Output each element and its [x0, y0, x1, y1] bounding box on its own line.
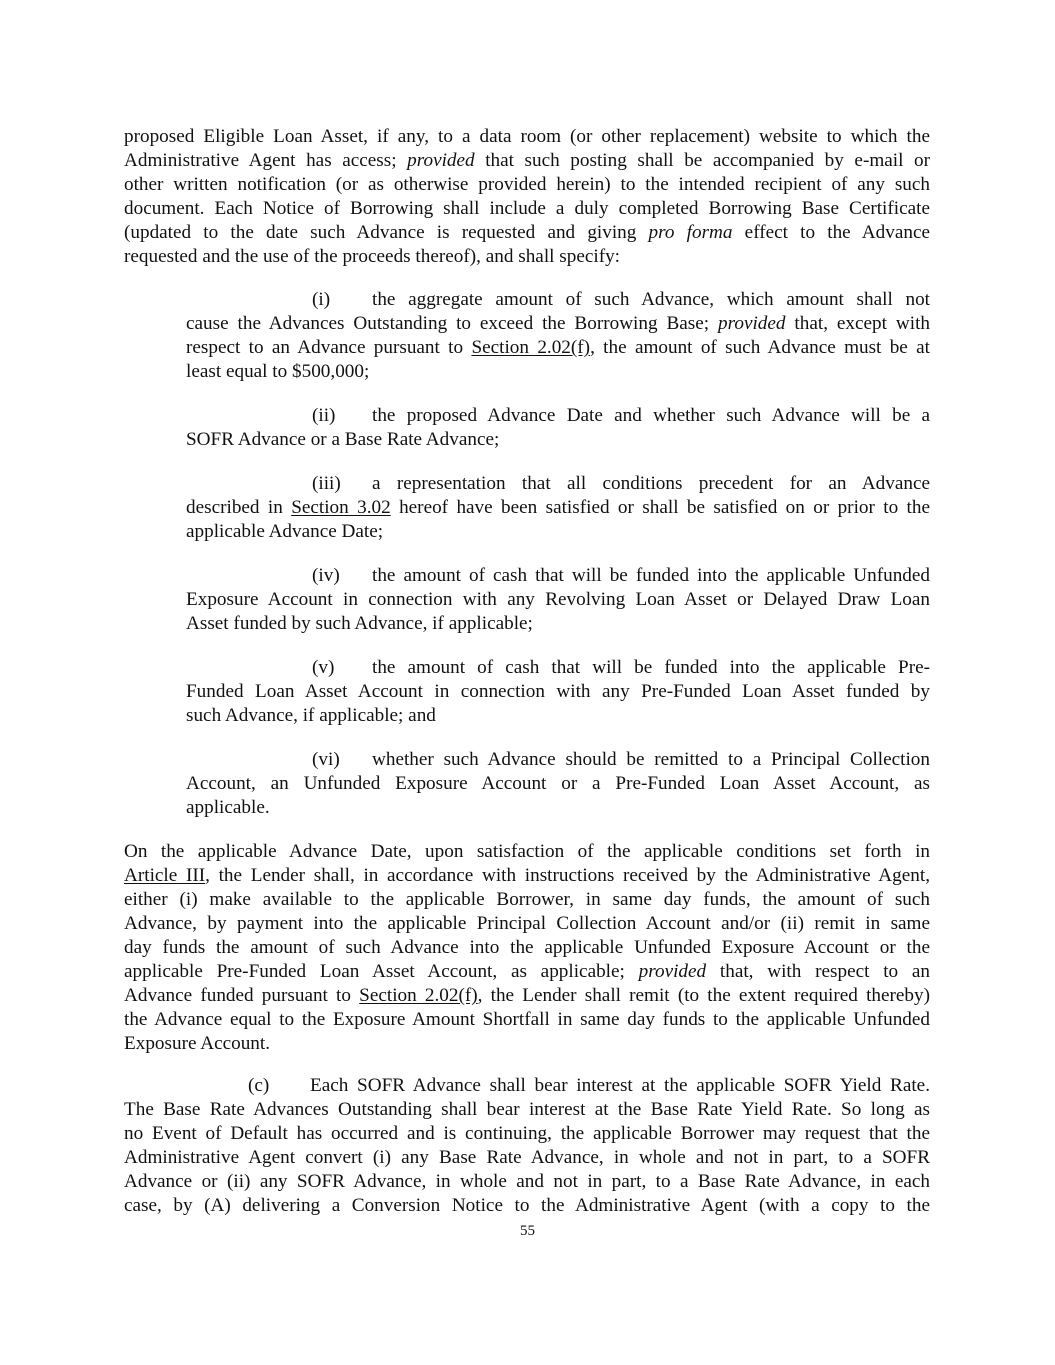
text-line: either (i) make available to the applicable Borrower, in same day funds, the amount of such — [124, 889, 930, 910]
italic-term: pro forma — [648, 222, 733, 243]
text-line: SOFR Advance or a Base Rate Advance; — [186, 429, 500, 450]
enumeration-first-line: the amount of cash that will be funded into the applicable Pre- — [372, 657, 930, 678]
text-line: proposed Eligible Loan Asset, if any, to a data room (or other replacement) website to which the — [124, 126, 930, 147]
text-line: Article III, the Lender shall, in accordance with instructions received by the Administrative Agent, — [124, 865, 930, 886]
text-line: least equal to $500,000; — [186, 361, 370, 382]
text-line: Advance or (ii) any SOFR Advance, in whole and not in part, to a Base Rate Advance, in each — [124, 1171, 930, 1192]
text-line: day funds the amount of such Advance into the applicable Unfunded Exposure Account or the — [124, 937, 930, 958]
cross-reference-link[interactable]: Section 3.02 — [291, 497, 391, 518]
text-line: cause the Advances Outstanding to exceed the Borrowing Base; provided that, except with — [186, 313, 930, 334]
enumeration-first-line: the amount of cash that will be funded into the applicable Unfunded — [372, 565, 930, 586]
cross-reference-link[interactable]: Section 2.02(f) — [359, 985, 478, 1006]
text-line: On the applicable Advance Date, upon satisfaction of the applicable conditions set forth in — [124, 841, 930, 862]
italic-term: provided — [718, 313, 786, 334]
text-line: Advance, by payment into the applicable Principal Collection Account and/or (ii) remit in same — [124, 913, 930, 934]
enumeration-first-line: the proposed Advance Date and whether such Advance will be a — [372, 405, 930, 426]
text-line: other written notification (or as otherwise provided herein) to the intended recipient of any such — [124, 174, 930, 195]
text-line: Advance funded pursuant to Section 2.02(f), the Lender shall remit (to the extent required thereby) — [124, 985, 930, 1006]
cross-reference-link[interactable]: Article III — [124, 865, 206, 886]
text-line: The Base Rate Advances Outstanding shall bear interest at the Base Rate Yield Rate. So long as — [124, 1099, 930, 1120]
text-line: applicable Pre-Funded Loan Asset Account, as applicable; provided that, with respect to an — [124, 961, 930, 982]
text-line: Administrative Agent convert (i) any Base Rate Advance, in whole and not in part, to a SOFR — [124, 1147, 930, 1168]
text-line: applicable Advance Date; — [186, 521, 384, 542]
enumeration-marker: (iv) — [312, 565, 340, 586]
italic-term: provided — [638, 961, 707, 982]
text-line: document. Each Notice of Borrowing shall include a duly completed Borrowing Base Certificate — [124, 198, 930, 219]
text-line: (updated to the date such Advance is requested and giving pro forma effect to the Advance — [124, 222, 930, 243]
enumeration-marker: (i) — [312, 289, 331, 310]
text-line: Asset funded by such Advance, if applicable; — [186, 613, 533, 634]
text-line: applicable. — [186, 797, 270, 818]
text-line: no Event of Default has occurred and is continuing, the applicable Borrower may request that the — [124, 1123, 930, 1144]
text-line: such Advance, if applicable; and — [186, 705, 436, 726]
enumeration-marker: (c) — [248, 1075, 270, 1096]
italic-term: provided — [407, 150, 475, 171]
page-number: 55 — [520, 1223, 535, 1239]
text-line: Exposure Account in connection with any Revolving Loan Asset or Delayed Draw Loan — [186, 589, 930, 610]
cross-reference-link[interactable]: Section 2.02(f) — [471, 337, 591, 358]
text-line: Administrative Agent has access; provided that such posting shall be accompanied by e-mail or — [124, 150, 930, 171]
enumeration-marker: (vi) — [312, 749, 340, 770]
enumeration-marker: (iii) — [312, 473, 341, 494]
enumeration-first-line: the aggregate amount of such Advance, which amount shall not — [372, 289, 930, 310]
enumeration-first-line: whether such Advance should be remitted to a Principal Collection — [372, 749, 930, 770]
text-line: Exposure Account. — [124, 1033, 271, 1054]
text-line: described in Section 3.02 hereof have been satisfied or shall be satisfied on or prior to the — [186, 497, 930, 518]
text-line: Account, an Unfunded Exposure Account or a Pre-Funded Loan Asset Account, as — [186, 773, 930, 794]
enumeration-marker: (ii) — [312, 405, 336, 426]
enumeration-first-line: Each SOFR Advance shall bear interest at the applicable SOFR Yield Rate. — [310, 1075, 930, 1096]
enumeration-marker: (v) — [312, 657, 335, 678]
text-line: respect to an Advance pursuant to Section 2.02(f), the amount of such Advance must be at — [186, 337, 930, 358]
text-line: the Advance equal to the Exposure Amount Shortfall in same day funds to the applicable Unfunded — [124, 1009, 930, 1030]
text-line: requested and the use of the proceeds thereof), and shall specify: — [124, 246, 621, 267]
text-line: case, by (A) delivering a Conversion Notice to the Administrative Agent (with a copy to the — [124, 1195, 930, 1216]
enumeration-first-line: a representation that all conditions precedent for an Advance — [372, 473, 930, 494]
text-line: Funded Loan Asset Account in connection with any Pre-Funded Loan Asset funded by — [186, 681, 930, 702]
